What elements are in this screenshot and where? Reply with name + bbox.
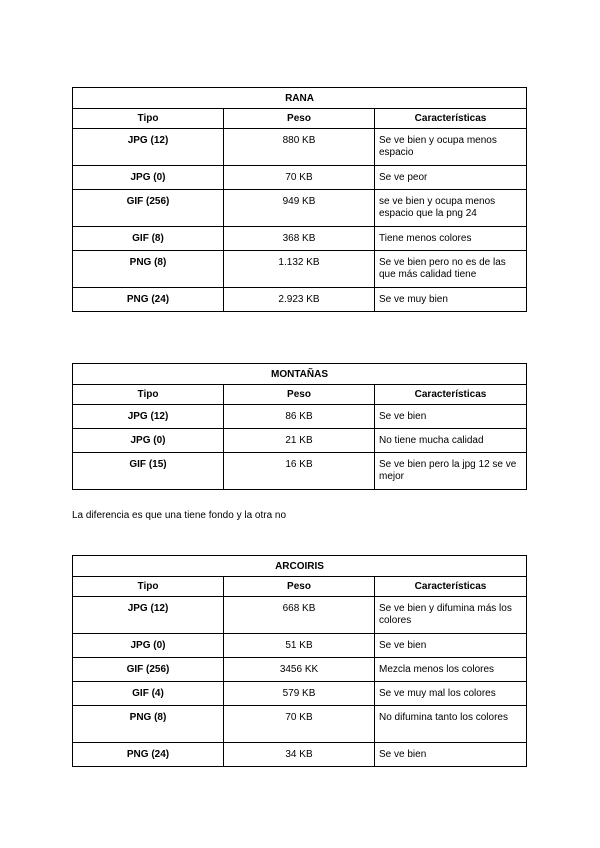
cell-peso: 949 KB bbox=[224, 190, 375, 227]
cell-tipo: PNG (8) bbox=[73, 706, 224, 743]
cell-tipo: GIF (256) bbox=[73, 658, 224, 682]
table-row bbox=[73, 166, 527, 190]
table-title: ARCOIRIS bbox=[73, 556, 527, 577]
cell-caracteristicas: Mezcla menos los colores bbox=[375, 658, 527, 682]
table-row bbox=[73, 658, 527, 682]
cell-tipo: JPG (0) bbox=[73, 634, 224, 658]
cell-caracteristicas: Se ve bien pero la jpg 12 se ve mejor bbox=[375, 453, 527, 490]
cell-tipo: JPG (12) bbox=[73, 129, 224, 166]
cell-peso: 579 KB bbox=[224, 682, 375, 706]
table-row bbox=[73, 190, 527, 227]
header-tipo: Tipo bbox=[73, 109, 224, 129]
cell-peso: 34 KB bbox=[224, 743, 375, 767]
cell-caracteristicas: Se ve bien bbox=[375, 743, 527, 767]
cell-caracteristicas: No tiene mucha calidad bbox=[375, 429, 527, 453]
table-row bbox=[73, 429, 527, 453]
cell-caracteristicas: Se ve peor bbox=[375, 166, 527, 190]
table-row bbox=[73, 251, 527, 288]
table-title: RANA bbox=[73, 88, 527, 109]
cell-peso: 51 KB bbox=[224, 634, 375, 658]
cell-tipo: GIF (256) bbox=[73, 190, 224, 227]
header-tipo: Tipo bbox=[73, 385, 224, 405]
cell-peso: 668 KB bbox=[224, 597, 375, 634]
table-arcoiris bbox=[72, 555, 527, 767]
table-row bbox=[73, 682, 527, 706]
table-row bbox=[73, 743, 527, 767]
header-caracteristicas: Características bbox=[375, 385, 527, 405]
table-row bbox=[73, 288, 527, 312]
table-title: MONTAÑAS bbox=[73, 364, 527, 385]
cell-tipo: JPG (0) bbox=[73, 429, 224, 453]
cell-caracteristicas: Tiene menos colores bbox=[375, 227, 527, 251]
cell-caracteristicas: Se ve muy bien bbox=[375, 288, 527, 312]
cell-caracteristicas: Se ve bien bbox=[375, 405, 527, 429]
header-tipo: Tipo bbox=[73, 577, 224, 597]
cell-tipo: PNG (24) bbox=[73, 743, 224, 767]
cell-tipo: GIF (8) bbox=[73, 227, 224, 251]
cell-caracteristicas: Se ve bien y difumina más los colores bbox=[375, 597, 527, 634]
cell-caracteristicas: No difumina tanto los colores bbox=[375, 706, 527, 743]
cell-peso: 1.132 KB bbox=[224, 251, 375, 288]
cell-peso: 16 KB bbox=[224, 453, 375, 490]
table-row bbox=[73, 453, 527, 490]
note-text: La diferencia es que una tiene fondo y la otra no bbox=[72, 510, 287, 521]
cell-tipo: GIF (4) bbox=[73, 682, 224, 706]
cell-tipo: PNG (8) bbox=[73, 251, 224, 288]
cell-caracteristicas: Se ve bien pero no es de las que más calidad tiene bbox=[375, 251, 527, 288]
cell-peso: 2.923 KB bbox=[224, 288, 375, 312]
table-rana bbox=[72, 87, 527, 312]
cell-peso: 21 KB bbox=[224, 429, 375, 453]
table-row bbox=[73, 634, 527, 658]
table-montanas bbox=[72, 363, 527, 490]
cell-peso: 880 KB bbox=[224, 129, 375, 166]
table-row bbox=[73, 706, 527, 743]
cell-caracteristicas: se ve bien y ocupa menos espacio que la png 24 bbox=[375, 190, 527, 227]
header-caracteristicas: Características bbox=[375, 577, 527, 597]
cell-peso: 3456 KK bbox=[224, 658, 375, 682]
cell-peso: 70 KB bbox=[224, 706, 375, 743]
table-row bbox=[73, 405, 527, 429]
cell-tipo: JPG (12) bbox=[73, 597, 224, 634]
header-peso: Peso bbox=[224, 385, 375, 405]
cell-caracteristicas: Se ve bien y ocupa menos espacio bbox=[375, 129, 527, 166]
header-caracteristicas: Características bbox=[375, 109, 527, 129]
cell-caracteristicas: Se ve muy mal los colores bbox=[375, 682, 527, 706]
header-peso: Peso bbox=[224, 577, 375, 597]
cell-caracteristicas: Se ve bien bbox=[375, 634, 527, 658]
cell-peso: 368 KB bbox=[224, 227, 375, 251]
cell-peso: 70 KB bbox=[224, 166, 375, 190]
cell-tipo: JPG (0) bbox=[73, 166, 224, 190]
cell-tipo: PNG (24) bbox=[73, 288, 224, 312]
cell-peso: 86 KB bbox=[224, 405, 375, 429]
header-peso: Peso bbox=[224, 109, 375, 129]
cell-tipo: JPG (12) bbox=[73, 405, 224, 429]
table-row bbox=[73, 227, 527, 251]
table-row bbox=[73, 129, 527, 166]
cell-tipo: GIF (15) bbox=[73, 453, 224, 490]
table-row bbox=[73, 597, 527, 634]
